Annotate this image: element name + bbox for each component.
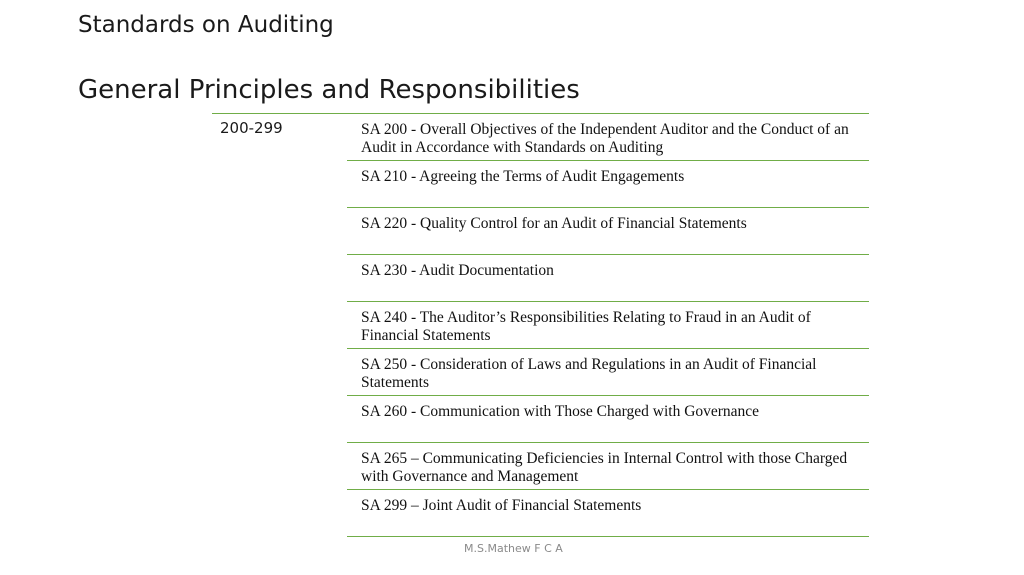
standard-row (347, 255, 869, 302)
standard-row (347, 349, 869, 396)
standard-text: SA 299 – Joint Audit of Financial Statements (361, 497, 642, 514)
standard-row (347, 443, 869, 490)
standard-row (347, 161, 869, 208)
standard-text: SA 260 - Communication with Those Charged with Governance (361, 403, 760, 420)
standard-text: SA 200 - Overall Objectives of the Independent Auditor and the Conduct of an Audit in Accordance with Standards on Auditing (361, 121, 849, 156)
standard-row (347, 396, 869, 443)
slide-title: Standards on Auditing (78, 12, 334, 38)
standard-text: SA 265 – Communicating Deficiencies in Internal Control with those Charged with Governance and Management (361, 450, 848, 485)
standard-row (347, 302, 869, 349)
standard-text: SA 250 - Consideration of Laws and Regulations in an Audit of Financial Statements (361, 356, 817, 391)
standard-row (347, 490, 869, 537)
standard-text: SA 240 - The Auditor’s Responsibilities Relating to Fraud in an Audit of Financial Statements (361, 309, 811, 344)
range-label: 200-299 (220, 119, 283, 137)
standard-row (347, 114, 869, 161)
standard-row (347, 208, 869, 255)
standard-text: SA 230 - Audit Documentation (361, 262, 554, 279)
standard-text: SA 210 - Agreeing the Terms of Audit Engagements (361, 168, 685, 185)
standard-text: SA 220 - Quality Control for an Audit of Financial Statements (361, 215, 747, 232)
slide-subtitle: General Principles and Responsibilities (78, 75, 580, 105)
standards-list (347, 114, 869, 537)
footer-author: M.S.Mathew F C A (464, 542, 563, 555)
